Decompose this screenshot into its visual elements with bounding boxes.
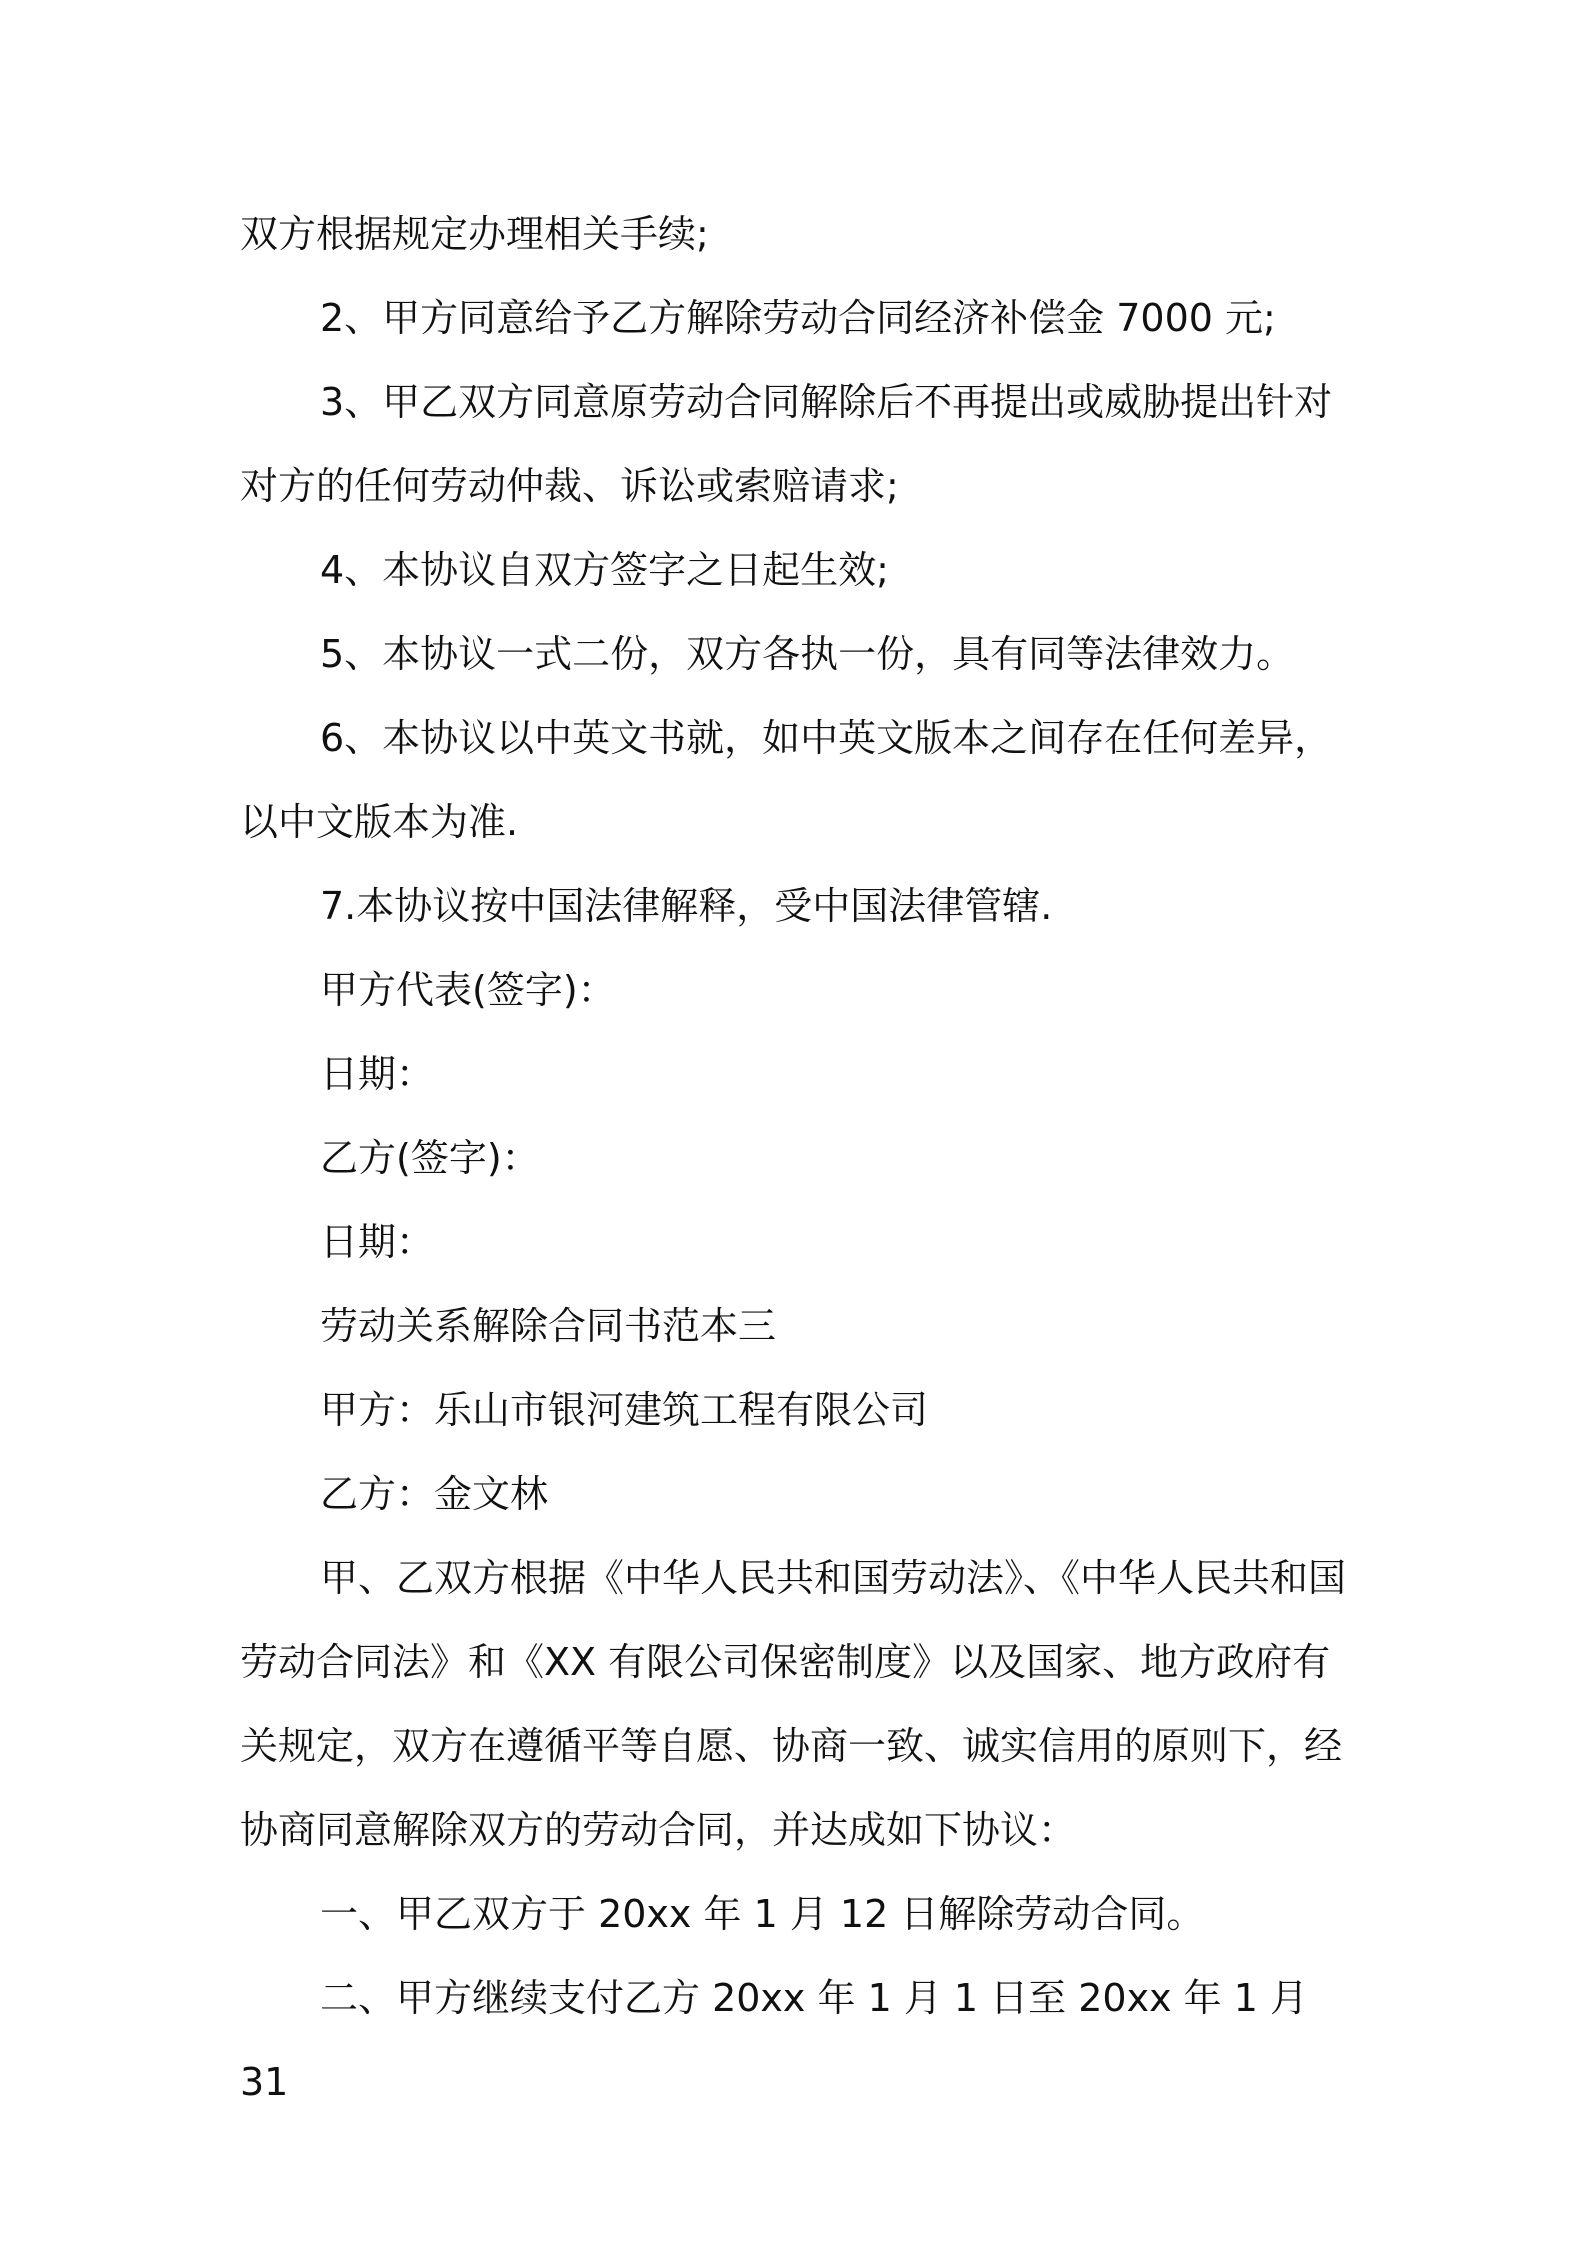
paragraph: 3、甲乙双方同意原劳动合同解除后不再提出或威胁提出针对对方的任何劳动仲裁、诉讼或索赔请求;: [240, 380, 1333, 508]
party-a-line: 甲方：乐山市银河建筑工程有限公司: [320, 1388, 929, 1432]
paragraph: 二、甲方继续支付乙方 20xx 年 1 月 1 日至 20xx 年 1 月 31: [240, 1976, 1308, 2104]
paragraph: 7.本协议按中国法律解释，受中国法律管辖.: [320, 884, 1053, 928]
party-b-line: 乙方：金文林: [320, 1472, 549, 1516]
document-body: [240, 192, 1360, 2124]
paragraph: 一、甲乙双方于 20xx 年 1 月 12 日解除劳动合同。: [320, 1892, 1205, 1936]
signature-label-party-b: 乙方(签字)：: [320, 1136, 540, 1180]
paragraph: 4、本协议自双方签字之日起生效;: [320, 548, 889, 592]
signature-label-party-a: 甲方代表(签字)：: [320, 968, 616, 1012]
paragraph: 6、本协议以中英文书就，如中英文版本之间存在任何差异，以中文版本为准.: [240, 716, 1333, 844]
paragraph: 2、甲方同意给予乙方解除劳动合同经济补偿金 7000 元;: [320, 296, 1276, 340]
date-label: 日期：: [320, 1220, 435, 1264]
date-label: 日期：: [320, 1052, 435, 1096]
paragraph: 5、本协议一式二份，双方各执一份，具有同等法律效力。: [320, 632, 1295, 676]
paragraph: 甲、乙双方根据《中华人民共和国劳动法》、《中华人民共和国劳动合同法》和《XX 有限公司保密制度》以及国家、地方政府有关规定，双方在遵循平等自愿、协商一致、诚实信用的原则下，经协商同意解除双方的劳动合同，并达成如下协议：: [240, 1556, 1347, 1852]
section-title: 劳动关系解除合同书范本三: [320, 1304, 777, 1348]
paragraph: 双方根据规定办理相关手续;: [240, 212, 709, 256]
